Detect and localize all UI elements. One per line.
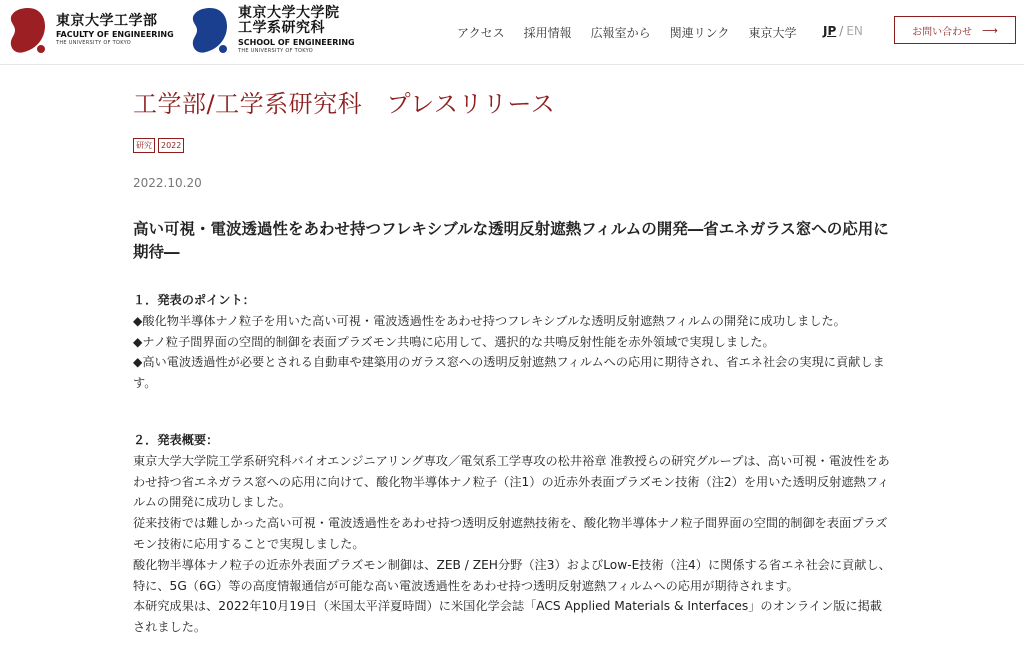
school-logo-jp2: 工学系研究科 [238,20,325,37]
paragraph: 東京大学大学院工学系研究科バイオエンジニアリング専攻／電気系工学専攻の松井裕章 准教授らの研究グループは、高い可視・電波性をあわせ持つ省エネガラス窓への応用に向けて、酸化物半導体ナノ粒子（注1）の近赤外表面プラズモン技術（注2）を用いた透明反射遮熱フィルムの開発に成功しました。 [133,453,890,510]
faculty-logo-en: FACULTY OF ENGINEERING [56,30,174,40]
section-heading: ２．発表概要： [133,433,219,447]
faculty-logo[interactable] [8,5,174,55]
faculty-logo-jp: 東京大学工学部 [56,12,158,29]
school-logo-en: SCHOOL OF ENGINEERING [238,37,355,47]
list-item: ◆酸化物半導体ナノ粒子を用いた高い可視・電波透過性をあわせ持つフレキシブルな透明反射遮熱フィルムの開発に成功しました。 [133,313,846,328]
school-logo-univ: THE UNIVERSITY OF TOKYO [238,47,313,54]
lang-jp[interactable]: JP [823,24,837,38]
contact-label: お問い合わせ [912,26,973,38]
nav-utokyo[interactable]: 東京大学 [748,26,797,40]
list-item: ◆高い電波透過性が必要とされる自動車や建築用のガラス窓への透明反射遮熱フィルムへの応用に期待され、省エネ社会の実現に貢献します。 [133,355,885,391]
nav-pr-office[interactable]: 広報室から [590,26,651,40]
language-switch [823,24,863,38]
school-logo-jp1: 東京大学大学院 [238,4,340,21]
nav-recruit[interactable]: 採用情報 [523,26,572,40]
page-title: 工学部/工学系研究科 プレスリリース [133,90,556,118]
list-item: ◆ナノ粒子間界面の空間的制御を表面プラズモン共鳴に応用して、選択的な共鳴反射性能を赤外領域で実現しました。 [133,334,775,349]
paragraph: 酸化物半導体ナノ粒子の近赤外表面プラズモン制御は、ZEB / ZEH分野（注3）およびLow-E技術（注4）に関係する省エネ社会に貢献し、特に、5G（6G）等の高度情報通信が可能な高い電波透過性をあわせ持つ透明反射遮熱フィルムへの応用が期待されます。 [133,557,891,593]
nav-links[interactable]: 関連リンク [669,26,730,40]
article-title: 高い可視・電波透過性をあわせ持つフレキシブルな透明反射遮熱フィルムの開発―省エネガラス窓への応用に期待― [133,220,889,261]
paragraph: 本研究成果は、2022年10月19日（米国太平洋夏時間）に米国化学会誌「ACS Applied Materials & Interfaces」のオンライン版に掲載されました。 [133,599,882,635]
section-summary [133,430,893,638]
main-content [133,84,893,635]
arrow-right-icon: ⟶ [982,23,998,37]
tag-list [133,138,184,153]
paragraph: 従来技術では難しかった高い可視・電波透過性をあわせ持つ透明反射遮熱技術を、酸化物半導体ナノ粒子間界面の空間的制御を表面プラズモン技術に応用することで実現しました。 [133,516,888,551]
school-logo-mark-icon [190,5,230,55]
tag-year[interactable]: 2022 [158,138,184,153]
section-key-points [133,290,893,394]
school-logo[interactable] [190,5,355,55]
site-header [0,0,1024,65]
lang-separator: / [839,24,844,38]
section-heading: １．発表のポイント： [133,293,255,307]
publish-date: 2022.10.20 [133,176,202,190]
lang-en[interactable]: EN [846,24,863,38]
faculty-logo-univ: THE UNIVERSITY OF TOKYO [56,39,131,46]
faculty-logo-mark-icon [8,5,48,55]
contact-button[interactable] [894,16,1016,44]
main-nav [457,24,815,41]
nav-access[interactable]: アクセス [457,26,505,40]
tag-research[interactable]: 研究 [133,138,155,153]
